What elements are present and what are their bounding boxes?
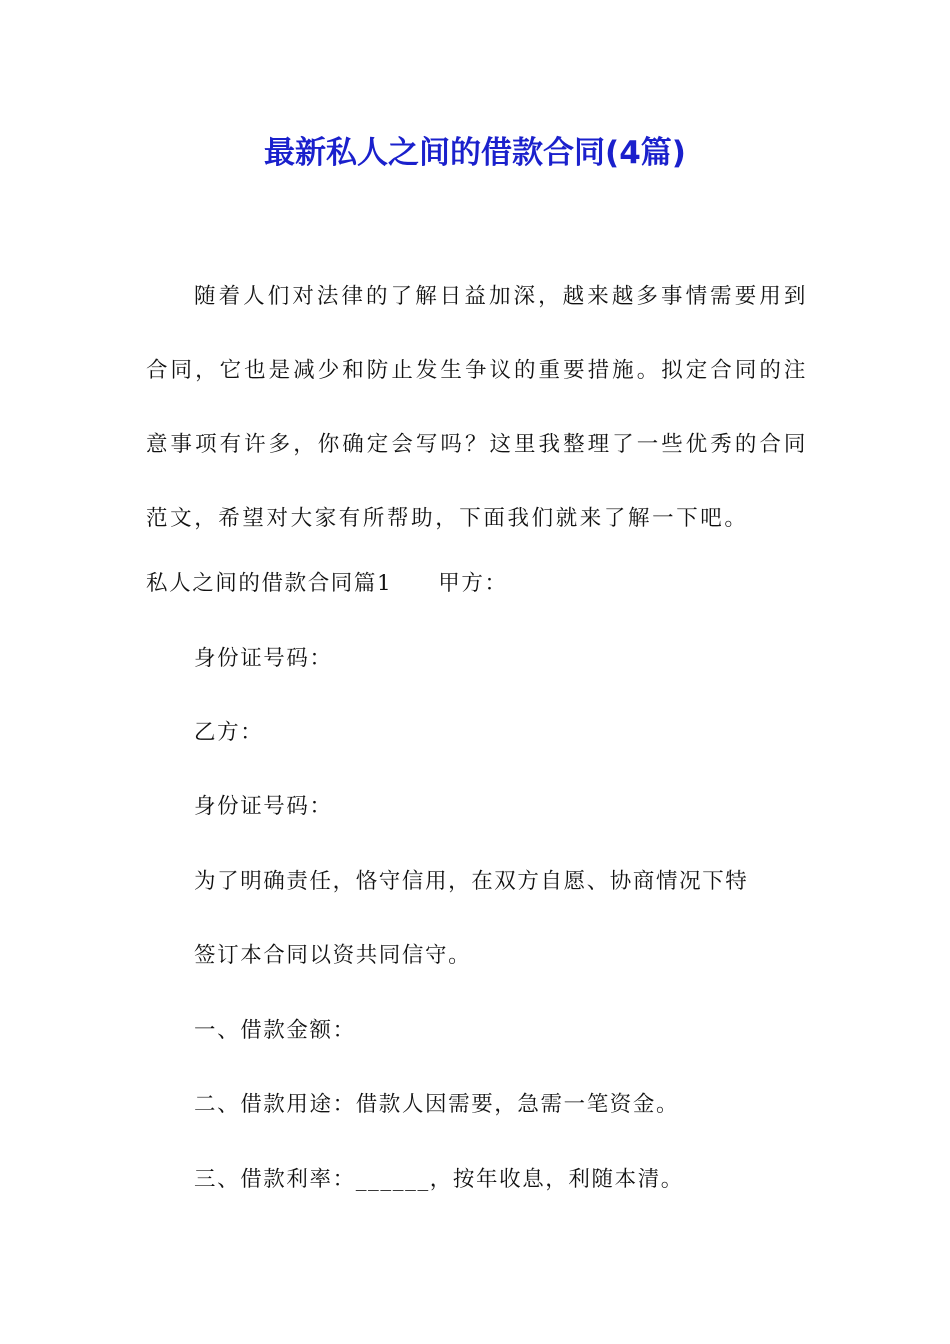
clause-loan-amount: 一、借款金额： xyxy=(194,1018,356,1043)
section-heading: 私人之间的借款合同篇1 xyxy=(146,571,393,596)
party-b-label: 乙方： xyxy=(194,720,264,745)
purpose-line-1: 为了明确责任，恪守信用，在双方自愿、协商情况下特 xyxy=(194,869,749,894)
document-title: 最新私人之间的借款合同(4篇) xyxy=(264,135,686,171)
clause-interest-rate: 三、借款利率：______，按年收息，利随本清。 xyxy=(194,1167,684,1192)
purpose-line-2: 签订本合同以资共同信守。 xyxy=(194,943,472,968)
party-a-label: 甲方： xyxy=(438,571,508,596)
party-b-id-label: 身份证号码： xyxy=(194,794,333,819)
party-a-id-label: 身份证号码： xyxy=(194,646,333,671)
section-heading-line xyxy=(146,569,508,599)
clause-loan-purpose: 二、借款用途：借款人因需要，急需一笔资金。 xyxy=(194,1092,680,1117)
intro-paragraph: 随着人们对法律的了解日益加深，越来越多事情需要用到合同，它也是减少和防止发生争议的重要措施。拟定合同的注意事项有许多，你确定会写吗？这里我整理了一些优秀的合同范文，希望对大家有所帮助，下面我们就来了解一下吧。 xyxy=(146,284,808,531)
